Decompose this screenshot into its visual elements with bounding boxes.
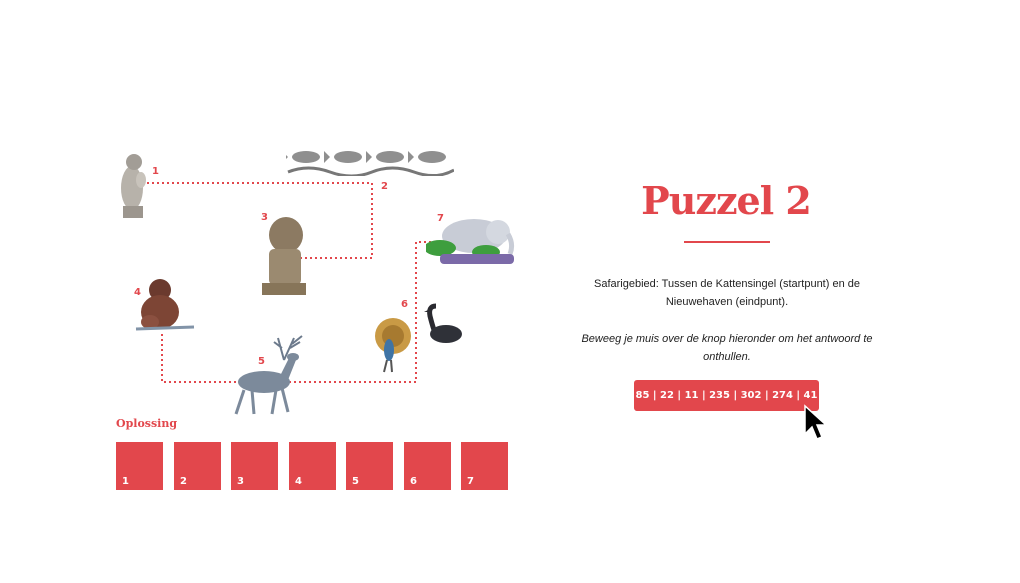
page-title: Puzzel 2 <box>641 178 811 223</box>
solution-box-number: 1 <box>122 476 129 487</box>
marker-5: 5 <box>258 356 265 367</box>
solution-box-5[interactable] <box>346 442 393 490</box>
marker-4: 4 <box>134 287 141 298</box>
bear-statue-icon <box>117 150 151 220</box>
solution-box-1[interactable] <box>116 442 163 490</box>
solution-box-3[interactable] <box>231 442 278 490</box>
solution-box-number: 6 <box>410 476 417 487</box>
fish-frieze-icon <box>286 146 454 176</box>
solution-box-2[interactable] <box>174 442 221 490</box>
lion-statue-icon <box>260 213 308 297</box>
marker-2: 2 <box>381 181 388 192</box>
marker-3: 3 <box>261 212 268 223</box>
marker-1: 1 <box>152 166 159 177</box>
marker-7: 7 <box>437 213 444 224</box>
puzzle-hint: Beweeg je muis over de knop hieronder om het antwoord te onthullen. <box>581 333 873 363</box>
solution-box-4[interactable] <box>289 442 336 490</box>
swan-statue-icon <box>420 302 464 346</box>
solution-box-6[interactable] <box>404 442 451 490</box>
peacock-statue-icon <box>372 316 414 374</box>
solution-box-number: 2 <box>180 476 187 487</box>
reveal-answer-button[interactable]: 85 | 22 | 11 | 235 | 302 | 274 | 41 <box>634 380 819 411</box>
puzzle-description: Safarigebied: Tussen de Kattensingel (startpunt) en de Nieuwehaven (eindpunt). <box>593 278 860 308</box>
deer-statue-icon <box>222 334 312 418</box>
title-divider <box>684 241 770 243</box>
solution-box-number: 5 <box>352 476 359 487</box>
solution-box-number: 3 <box>237 476 244 487</box>
solution-box-number: 4 <box>295 476 302 487</box>
mouse-pointer-icon <box>803 404 827 442</box>
solution-label: Oplossing <box>116 417 178 430</box>
marker-6: 6 <box>401 299 408 310</box>
solution-box-number: 7 <box>467 476 474 487</box>
monkey-statue-icon <box>130 276 196 334</box>
solution-box-7[interactable] <box>461 442 508 490</box>
